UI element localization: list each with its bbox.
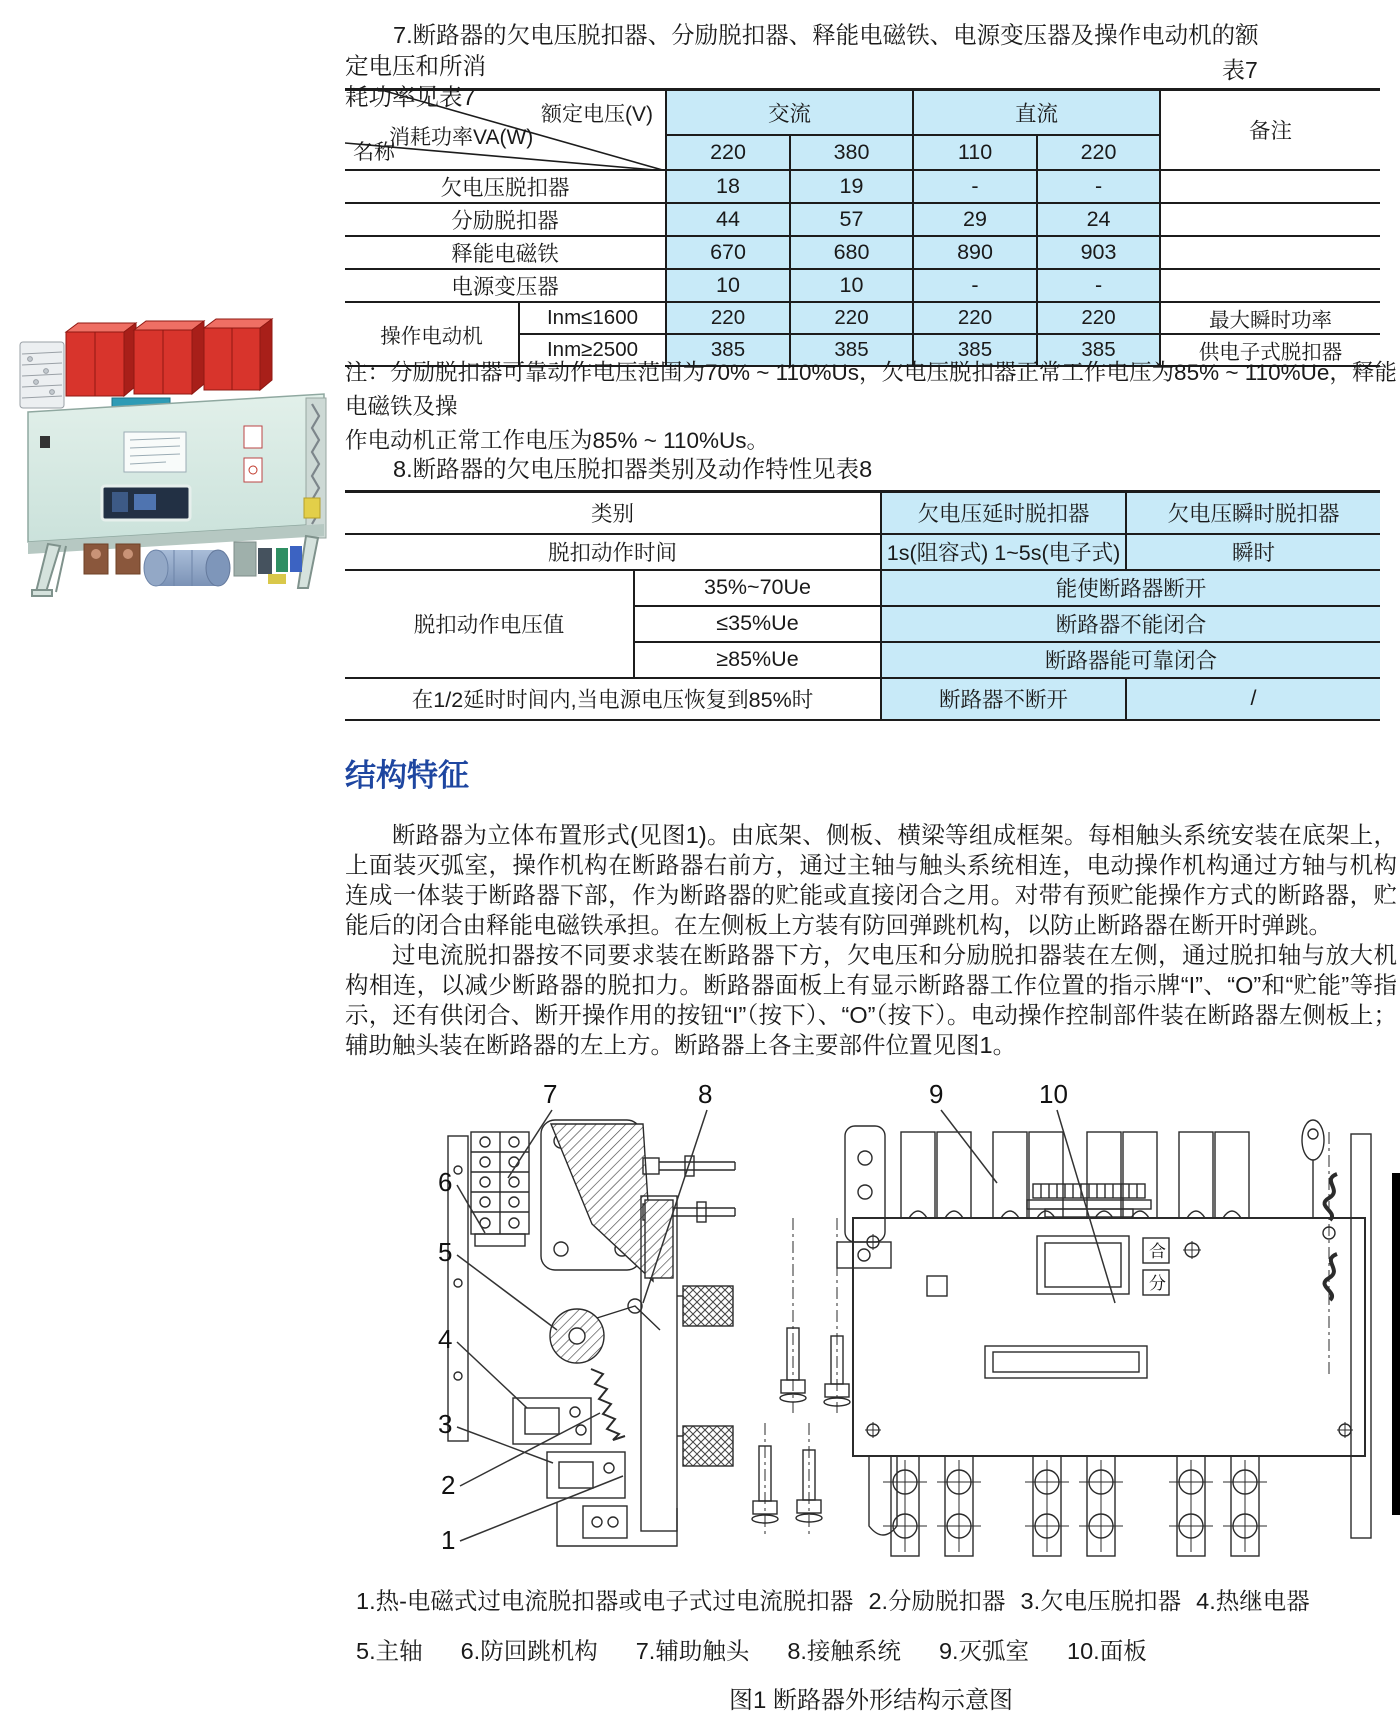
row-value: - <box>913 170 1037 203</box>
page-edge-marker <box>1392 1173 1400 1515</box>
t8-result: 断路器不能闭合 <box>881 606 1380 642</box>
row-value: 903 <box>1037 236 1160 269</box>
corner-label-name: 名称 <box>353 140 395 164</box>
row-value: - <box>1037 170 1160 203</box>
caption-item: 10.面板 <box>1067 1638 1147 1664</box>
row-name: 电源变压器 <box>345 269 666 302</box>
structure-para-1: 断路器为立体布置形式(见图1)。由底架、侧板、横梁等组成框架。每相触头系统安装在底架上，上面装灭弧室，操作机构在断路器右前方，通过主轴与触头系统相连，电动操作机构通过方轴与机构连成一体装于断路器下部，作为断路器的贮能或直接闭合之用。对带有预贮能操作方式的断路器，贮能后的闭合由释能电磁铁承担。在左侧板上方装有防回弹跳机构，以防止断路器在断开时弹跳。 <box>345 822 1397 938</box>
row-value: 220 <box>913 302 1037 334</box>
table7-row-motor-1 <box>345 302 1380 334</box>
table7-row-undervoltage <box>345 170 1380 203</box>
table7-voltage-col-1: 220 <box>666 135 790 170</box>
t8-delay-header: 欠电压延时脱扣器 <box>881 492 1126 534</box>
row-remark <box>1160 170 1380 203</box>
product-photo <box>6 286 336 598</box>
coil-stack <box>20 342 64 408</box>
caption-item: 7.辅助触头 <box>635 1638 750 1664</box>
row-value: 57 <box>790 203 913 236</box>
row-value: 385 <box>1037 334 1160 366</box>
row-value: 220 <box>666 302 790 334</box>
row-value: 890 <box>913 236 1037 269</box>
structure-heading: 结构特征 <box>345 758 469 793</box>
callout-2: 2 <box>441 1470 456 1500</box>
row-value: 220 <box>1037 302 1160 334</box>
t8-voltage-label: 脱扣动作电压值 <box>345 570 634 678</box>
panel-open-label: 分 <box>1149 1274 1166 1293</box>
row-value: 385 <box>790 334 913 366</box>
callout-5: 5 <box>438 1237 453 1267</box>
t8-recovery-instant: / <box>1126 678 1380 720</box>
row-value: 220 <box>790 302 913 334</box>
panel-close-label: 合 <box>1149 1242 1166 1261</box>
t8-category: 类别 <box>345 492 881 534</box>
row-value: 44 <box>666 203 790 236</box>
table7-row-release-magnet <box>345 236 1380 269</box>
row-value: - <box>1037 269 1160 302</box>
front-view-drawing <box>837 1120 1371 1556</box>
table7 <box>345 88 1380 367</box>
row-remark <box>1160 236 1380 269</box>
row-value: 29 <box>913 203 1037 236</box>
table7-group-dc: 直流 <box>913 90 1160 135</box>
caption-item: 1.热-电磁式过电流脱扣器或电子式过电流脱扣器 <box>356 1588 854 1614</box>
indicator-tag-1 <box>244 426 262 448</box>
figure-caption-line-1 <box>356 1582 1310 1616</box>
figure-caption-line-2 <box>356 1632 1147 1666</box>
table7-row-shunt <box>345 203 1380 236</box>
row-remark <box>1160 203 1380 236</box>
row-value: 18 <box>666 170 790 203</box>
t8-instant-header: 欠电压瞬时脱扣器 <box>1126 492 1380 534</box>
caption-item: 5.主轴 <box>356 1638 423 1664</box>
caption-item: 4.热继电器 <box>1196 1588 1310 1614</box>
caption-item: 9.灭弧室 <box>938 1638 1030 1664</box>
callout-8: 8 <box>698 1079 713 1109</box>
callout-3: 3 <box>438 1409 453 1439</box>
row-value: 680 <box>790 236 913 269</box>
intro-line-1: 7.断路器的欠电压脱扣器、分励脱扣器、释能电磁铁、电源变压器及操作电动机的额定电压和所消 <box>345 22 1259 79</box>
caption-item: 8.接触系统 <box>787 1638 901 1664</box>
t8-action-instant: 瞬时 <box>1126 534 1380 570</box>
row-name: 释能电磁铁 <box>345 236 666 269</box>
row-value: 385 <box>913 334 1037 366</box>
row-value: 24 <box>1037 203 1160 236</box>
row-value: - <box>913 269 1037 302</box>
t8-action-delay: 1s(阻容式) 1~5s(电子式) <box>881 534 1126 570</box>
t8-range: ≤35%Ue <box>634 606 881 642</box>
side-view-drawing <box>448 1120 850 1546</box>
callout-1: 1 <box>441 1525 456 1555</box>
motor-name: 操作电动机 <box>345 302 519 366</box>
side-mechanism <box>304 398 326 538</box>
row-value: 670 <box>666 236 790 269</box>
nameplate-label <box>124 432 186 472</box>
t8-recovery-label: 在1/2延时时间内,当电源电压恢复到85%时 <box>345 678 881 720</box>
row-name: 欠电压脱扣器 <box>345 170 666 203</box>
callout-4: 4 <box>438 1324 453 1354</box>
t8-result: 能使断路器断开 <box>881 570 1380 606</box>
callout-6: 6 <box>438 1167 453 1197</box>
caption-item: 3.欠电压脱扣器 <box>1020 1588 1182 1614</box>
t8-range: 35%~70Ue <box>634 570 881 606</box>
table7-voltage-col-3: 110 <box>913 135 1037 170</box>
motor-cylinder <box>144 550 230 586</box>
row-value: 385 <box>666 334 790 366</box>
motor-condition: Inm≥2500 <box>519 334 666 366</box>
structure-paragraphs <box>345 820 1397 1060</box>
table8-recovery-row <box>345 678 1380 720</box>
callout-10: 10 <box>1039 1079 1068 1109</box>
caption-item: 6.防回跳机构 <box>460 1638 598 1664</box>
indicator-tag-2 <box>244 458 262 482</box>
table8-voltage-row-1 <box>345 570 1380 606</box>
row-value: 10 <box>666 269 790 302</box>
row-remark: 最大瞬时功率 <box>1160 302 1380 334</box>
callout-7: 7 <box>543 1079 558 1109</box>
table7-voltage-col-4: 220 <box>1037 135 1160 170</box>
table8-header-row <box>345 492 1380 534</box>
table7-header-row-1 <box>345 90 1380 135</box>
t8-result: 断路器能可靠闭合 <box>881 642 1380 678</box>
caption-item: 2.分励脱扣器 <box>868 1588 1006 1614</box>
table7-group-ac: 交流 <box>666 90 913 135</box>
row-value: 19 <box>790 170 913 203</box>
t8-action-label: 脱扣动作时间 <box>345 534 881 570</box>
table7-remark-header: 备注 <box>1160 90 1380 170</box>
row-remark: 供电子式脱扣器 <box>1160 334 1380 366</box>
motor-condition: Inm≤1600 <box>519 302 666 334</box>
section8-title: 8.断路器的欠电压脱扣器类别及动作特性见表8 <box>393 456 873 482</box>
figure-title: 图1 断路器外形结构示意图 <box>728 1687 1013 1714</box>
corner-label-voltage: 额定电压(V) <box>541 103 653 126</box>
table7-corner-cell <box>345 90 666 170</box>
row-remark <box>1160 269 1380 302</box>
row-name: 分励脱扣器 <box>345 203 666 236</box>
table8-action-time-row <box>345 534 1380 570</box>
intro-line-2: 耗功率见表7 <box>345 84 476 110</box>
table8 <box>345 490 1380 721</box>
figure1-drawing <box>345 1078 1400 1578</box>
table7-voltage-col-2: 380 <box>790 135 913 170</box>
corner-label-power: 消耗功率VA(W) <box>389 126 534 149</box>
t8-recovery-delay: 断路器不断开 <box>881 678 1126 720</box>
table7-tag: 表7 <box>1222 57 1258 83</box>
t8-range: ≥85%Ue <box>634 642 881 678</box>
row-value: 10 <box>790 269 913 302</box>
arc-chutes <box>66 319 272 396</box>
callout-9: 9 <box>929 1079 944 1109</box>
note-line-2: 作电动机正常工作电压为85% ~ 110%Us。 <box>345 428 770 453</box>
structure-para-2: 过电流脱扣器按不同要求装在断路器下方，欠电压和分励脱扣器装在左侧，通过脱扣轴与放大机构相连，以减少断路器的脱扣力。断路器面板上有显示断路器工作位置的指示牌“I”、“O”和“贮能”等指示，还有供闭合、断开操作用的按钮“I”（按下）、“O”（按下）。电动操作控制部件装在断路器左侧板上；辅助触头装在断路器的左上方。断路器上各主要部件位置见图1。 <box>345 942 1397 1058</box>
note-line-1: 注：分励脱扣器可靠动作电压范围为70% ~ 110%Us，欠电压脱扣器正常工作电压为85% ~ 110%Ue，释能电磁铁及操 <box>345 360 1397 419</box>
table7-row-transformer <box>345 269 1380 302</box>
table7-note <box>345 356 1399 458</box>
